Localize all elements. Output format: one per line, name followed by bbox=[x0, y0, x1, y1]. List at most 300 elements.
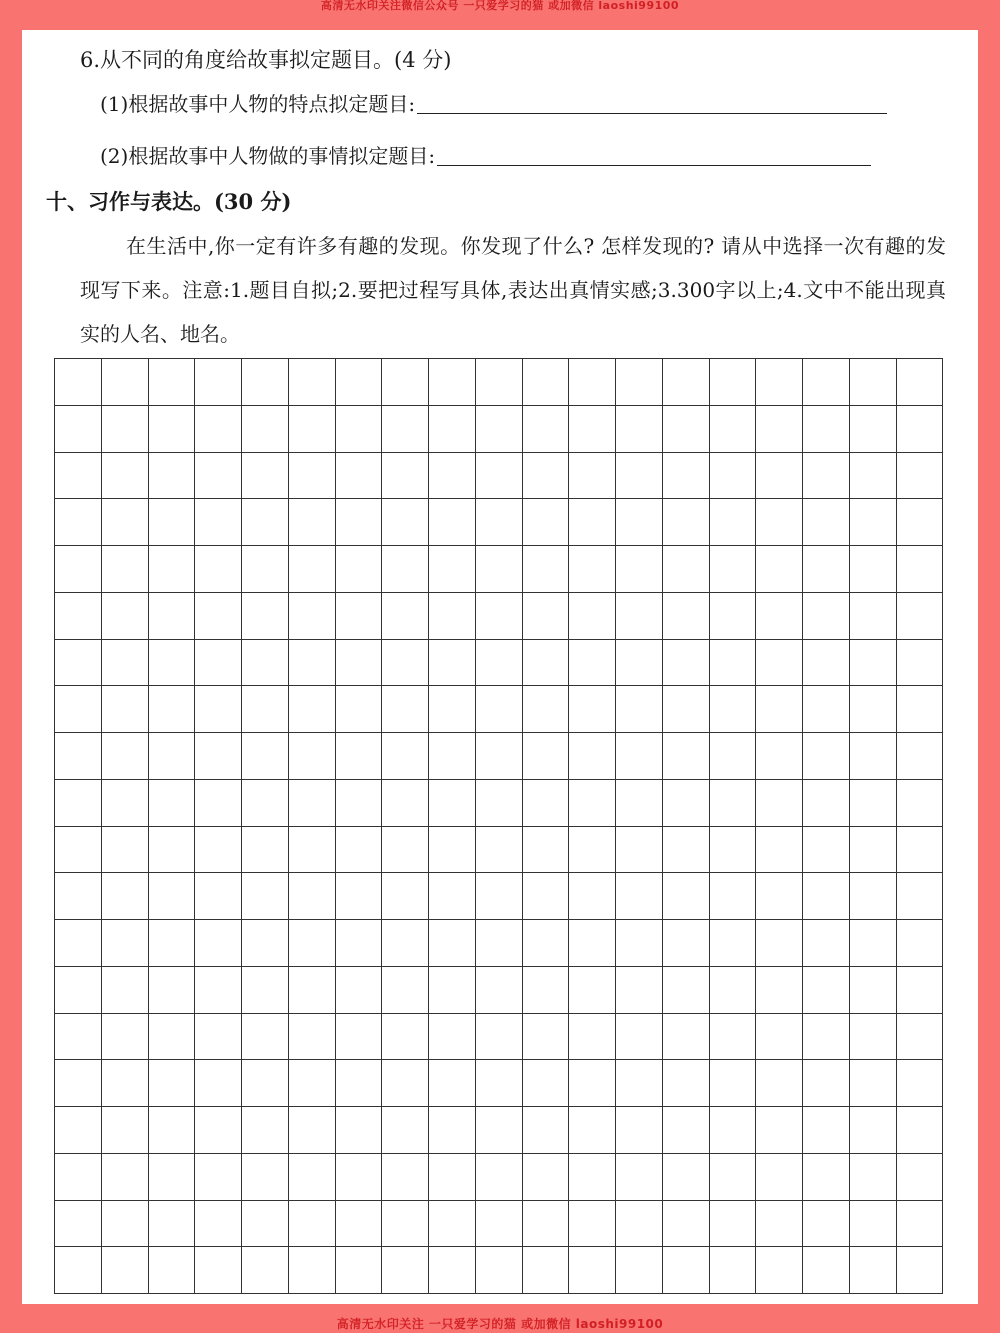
grid-cell[interactable] bbox=[710, 1247, 757, 1294]
grid-cell[interactable] bbox=[382, 686, 429, 733]
grid-cell[interactable] bbox=[429, 1247, 476, 1294]
grid-cell[interactable] bbox=[242, 1247, 289, 1294]
grid-cell[interactable] bbox=[569, 733, 616, 780]
grid-cell[interactable] bbox=[803, 499, 850, 546]
grid-cell[interactable] bbox=[803, 1201, 850, 1248]
grid-cell[interactable] bbox=[55, 733, 102, 780]
grid-cell[interactable] bbox=[569, 967, 616, 1014]
grid-cell[interactable] bbox=[289, 920, 336, 967]
grid-cell[interactable] bbox=[897, 499, 944, 546]
grid-cell[interactable] bbox=[336, 733, 383, 780]
grid-cell[interactable] bbox=[289, 1247, 336, 1294]
grid-cell[interactable] bbox=[149, 1154, 196, 1201]
grid-cell[interactable] bbox=[756, 780, 803, 827]
grid-cell[interactable] bbox=[663, 1247, 710, 1294]
grid-cell[interactable] bbox=[756, 1060, 803, 1107]
grid-cell[interactable] bbox=[382, 1014, 429, 1061]
grid-cell[interactable] bbox=[102, 499, 149, 546]
writing-grid[interactable] bbox=[54, 358, 943, 1294]
grid-cell[interactable] bbox=[850, 546, 897, 593]
grid-cell[interactable] bbox=[382, 1107, 429, 1154]
grid-cell[interactable] bbox=[382, 593, 429, 640]
grid-cell[interactable] bbox=[897, 640, 944, 687]
grid-cell[interactable] bbox=[149, 920, 196, 967]
grid-cell[interactable] bbox=[523, 593, 570, 640]
grid-cell[interactable] bbox=[803, 873, 850, 920]
grid-cell[interactable] bbox=[149, 546, 196, 593]
grid-cell[interactable] bbox=[242, 546, 289, 593]
grid-cell[interactable] bbox=[850, 873, 897, 920]
grid-cell[interactable] bbox=[149, 406, 196, 453]
grid-cell[interactable] bbox=[850, 1060, 897, 1107]
grid-cell[interactable] bbox=[242, 967, 289, 1014]
grid-cell[interactable] bbox=[523, 1201, 570, 1248]
grid-cell[interactable] bbox=[850, 640, 897, 687]
grid-cell[interactable] bbox=[242, 1060, 289, 1107]
grid-cell[interactable] bbox=[803, 920, 850, 967]
grid-cell[interactable] bbox=[476, 499, 523, 546]
grid-cell[interactable] bbox=[476, 780, 523, 827]
grid-cell[interactable] bbox=[195, 920, 242, 967]
grid-cell[interactable] bbox=[289, 827, 336, 874]
grid-cell[interactable] bbox=[523, 873, 570, 920]
grid-cell[interactable] bbox=[803, 359, 850, 406]
grid-cell[interactable] bbox=[569, 359, 616, 406]
grid-cell[interactable] bbox=[102, 1014, 149, 1061]
grid-cell[interactable] bbox=[897, 827, 944, 874]
grid-cell[interactable] bbox=[523, 780, 570, 827]
grid-cell[interactable] bbox=[102, 640, 149, 687]
grid-cell[interactable] bbox=[382, 1247, 429, 1294]
grid-cell[interactable] bbox=[569, 920, 616, 967]
grid-cell[interactable] bbox=[55, 1154, 102, 1201]
grid-cell[interactable] bbox=[149, 593, 196, 640]
grid-cell[interactable] bbox=[289, 453, 336, 500]
grid-cell[interactable] bbox=[289, 406, 336, 453]
grid-cell[interactable] bbox=[803, 827, 850, 874]
grid-cell[interactable] bbox=[336, 967, 383, 1014]
grid-cell[interactable] bbox=[803, 640, 850, 687]
grid-cell[interactable] bbox=[429, 873, 476, 920]
grid-cell[interactable] bbox=[756, 453, 803, 500]
grid-cell[interactable] bbox=[569, 406, 616, 453]
grid-cell[interactable] bbox=[710, 1014, 757, 1061]
grid-cell[interactable] bbox=[429, 967, 476, 1014]
grid-cell[interactable] bbox=[336, 640, 383, 687]
grid-cell[interactable] bbox=[850, 967, 897, 1014]
grid-cell[interactable] bbox=[102, 733, 149, 780]
grid-cell[interactable] bbox=[803, 406, 850, 453]
grid-cell[interactable] bbox=[710, 1201, 757, 1248]
grid-cell[interactable] bbox=[756, 1154, 803, 1201]
grid-cell[interactable] bbox=[710, 1060, 757, 1107]
grid-cell[interactable] bbox=[149, 967, 196, 1014]
grid-cell[interactable] bbox=[663, 593, 710, 640]
grid-cell[interactable] bbox=[663, 1107, 710, 1154]
grid-cell[interactable] bbox=[710, 593, 757, 640]
grid-cell[interactable] bbox=[476, 1201, 523, 1248]
grid-cell[interactable] bbox=[616, 1014, 663, 1061]
grid-cell[interactable] bbox=[569, 1107, 616, 1154]
grid-cell[interactable] bbox=[476, 1060, 523, 1107]
grid-cell[interactable] bbox=[616, 967, 663, 1014]
grid-cell[interactable] bbox=[756, 1107, 803, 1154]
grid-cell[interactable] bbox=[756, 686, 803, 733]
grid-cell[interactable] bbox=[710, 873, 757, 920]
grid-cell[interactable] bbox=[803, 967, 850, 1014]
grid-cell[interactable] bbox=[102, 873, 149, 920]
grid-cell[interactable] bbox=[756, 873, 803, 920]
grid-cell[interactable] bbox=[242, 780, 289, 827]
grid-cell[interactable] bbox=[897, 686, 944, 733]
grid-cell[interactable] bbox=[55, 780, 102, 827]
grid-cell[interactable] bbox=[476, 686, 523, 733]
grid-cell[interactable] bbox=[523, 733, 570, 780]
grid-cell[interactable] bbox=[336, 593, 383, 640]
grid-cell[interactable] bbox=[523, 1107, 570, 1154]
grid-cell[interactable] bbox=[756, 406, 803, 453]
grid-cell[interactable] bbox=[663, 873, 710, 920]
grid-cell[interactable] bbox=[803, 1107, 850, 1154]
grid-cell[interactable] bbox=[850, 827, 897, 874]
grid-cell[interactable] bbox=[710, 499, 757, 546]
grid-cell[interactable] bbox=[102, 827, 149, 874]
grid-cell[interactable] bbox=[242, 733, 289, 780]
grid-cell[interactable] bbox=[663, 920, 710, 967]
grid-cell[interactable] bbox=[429, 406, 476, 453]
grid-cell[interactable] bbox=[336, 1201, 383, 1248]
grid-cell[interactable] bbox=[803, 733, 850, 780]
part-1-answer-line[interactable] bbox=[417, 112, 887, 114]
grid-cell[interactable] bbox=[242, 406, 289, 453]
grid-cell[interactable] bbox=[289, 1107, 336, 1154]
grid-cell[interactable] bbox=[616, 1201, 663, 1248]
grid-cell[interactable] bbox=[523, 920, 570, 967]
grid-cell[interactable] bbox=[663, 499, 710, 546]
grid-cell[interactable] bbox=[756, 359, 803, 406]
grid-cell[interactable] bbox=[429, 827, 476, 874]
grid-cell[interactable] bbox=[429, 640, 476, 687]
grid-cell[interactable] bbox=[102, 1201, 149, 1248]
grid-cell[interactable] bbox=[569, 1154, 616, 1201]
grid-cell[interactable] bbox=[710, 406, 757, 453]
grid-cell[interactable] bbox=[850, 1247, 897, 1294]
grid-cell[interactable] bbox=[569, 780, 616, 827]
grid-cell[interactable] bbox=[616, 499, 663, 546]
grid-cell[interactable] bbox=[710, 967, 757, 1014]
grid-cell[interactable] bbox=[897, 1107, 944, 1154]
grid-cell[interactable] bbox=[756, 967, 803, 1014]
grid-cell[interactable] bbox=[429, 1201, 476, 1248]
grid-cell[interactable] bbox=[429, 1154, 476, 1201]
grid-cell[interactable] bbox=[55, 827, 102, 874]
grid-cell[interactable] bbox=[616, 1154, 663, 1201]
grid-cell[interactable] bbox=[55, 1014, 102, 1061]
grid-cell[interactable] bbox=[102, 920, 149, 967]
grid-cell[interactable] bbox=[569, 453, 616, 500]
grid-cell[interactable] bbox=[382, 640, 429, 687]
grid-cell[interactable] bbox=[616, 873, 663, 920]
grid-cell[interactable] bbox=[429, 546, 476, 593]
grid-cell[interactable] bbox=[102, 593, 149, 640]
grid-cell[interactable] bbox=[803, 686, 850, 733]
grid-cell[interactable] bbox=[336, 499, 383, 546]
grid-cell[interactable] bbox=[476, 967, 523, 1014]
grid-cell[interactable] bbox=[476, 593, 523, 640]
grid-cell[interactable] bbox=[803, 546, 850, 593]
grid-cell[interactable] bbox=[850, 1014, 897, 1061]
grid-cell[interactable] bbox=[242, 827, 289, 874]
grid-cell[interactable] bbox=[195, 686, 242, 733]
grid-cell[interactable] bbox=[850, 406, 897, 453]
grid-cell[interactable] bbox=[476, 920, 523, 967]
grid-cell[interactable] bbox=[616, 780, 663, 827]
grid-cell[interactable] bbox=[429, 780, 476, 827]
grid-cell[interactable] bbox=[336, 453, 383, 500]
grid-cell[interactable] bbox=[850, 780, 897, 827]
grid-cell[interactable] bbox=[336, 1107, 383, 1154]
grid-cell[interactable] bbox=[195, 640, 242, 687]
grid-cell[interactable] bbox=[616, 1060, 663, 1107]
grid-cell[interactable] bbox=[616, 640, 663, 687]
grid-cell[interactable] bbox=[523, 967, 570, 1014]
grid-cell[interactable] bbox=[102, 406, 149, 453]
grid-cell[interactable] bbox=[242, 453, 289, 500]
grid-cell[interactable] bbox=[429, 1107, 476, 1154]
grid-cell[interactable] bbox=[195, 1014, 242, 1061]
grid-cell[interactable] bbox=[195, 873, 242, 920]
grid-cell[interactable] bbox=[289, 593, 336, 640]
grid-cell[interactable] bbox=[195, 406, 242, 453]
grid-cell[interactable] bbox=[663, 733, 710, 780]
grid-cell[interactable] bbox=[382, 967, 429, 1014]
grid-cell[interactable] bbox=[55, 640, 102, 687]
grid-cell[interactable] bbox=[897, 873, 944, 920]
grid-cell[interactable] bbox=[663, 546, 710, 593]
grid-cell[interactable] bbox=[569, 686, 616, 733]
grid-cell[interactable] bbox=[149, 1107, 196, 1154]
grid-cell[interactable] bbox=[149, 686, 196, 733]
grid-cell[interactable] bbox=[382, 406, 429, 453]
grid-cell[interactable] bbox=[710, 920, 757, 967]
grid-cell[interactable] bbox=[663, 406, 710, 453]
grid-cell[interactable] bbox=[149, 1060, 196, 1107]
grid-cell[interactable] bbox=[195, 1154, 242, 1201]
grid-cell[interactable] bbox=[616, 686, 663, 733]
grid-cell[interactable] bbox=[569, 593, 616, 640]
grid-cell[interactable] bbox=[242, 920, 289, 967]
grid-cell[interactable] bbox=[476, 453, 523, 500]
grid-cell[interactable] bbox=[476, 1247, 523, 1294]
grid-cell[interactable] bbox=[897, 967, 944, 1014]
grid-cell[interactable] bbox=[195, 546, 242, 593]
grid-cell[interactable] bbox=[616, 733, 663, 780]
grid-cell[interactable] bbox=[710, 1154, 757, 1201]
grid-cell[interactable] bbox=[289, 359, 336, 406]
grid-cell[interactable] bbox=[476, 827, 523, 874]
grid-cell[interactable] bbox=[102, 359, 149, 406]
grid-cell[interactable] bbox=[195, 1107, 242, 1154]
grid-cell[interactable] bbox=[55, 546, 102, 593]
grid-cell[interactable] bbox=[382, 1154, 429, 1201]
grid-cell[interactable] bbox=[55, 499, 102, 546]
grid-cell[interactable] bbox=[476, 359, 523, 406]
grid-cell[interactable] bbox=[663, 640, 710, 687]
grid-cell[interactable] bbox=[523, 1014, 570, 1061]
grid-cell[interactable] bbox=[803, 1014, 850, 1061]
grid-cell[interactable] bbox=[55, 1247, 102, 1294]
grid-cell[interactable] bbox=[149, 1201, 196, 1248]
grid-cell[interactable] bbox=[195, 827, 242, 874]
grid-cell[interactable] bbox=[569, 873, 616, 920]
grid-cell[interactable] bbox=[710, 453, 757, 500]
grid-cell[interactable] bbox=[663, 1014, 710, 1061]
grid-cell[interactable] bbox=[336, 406, 383, 453]
grid-cell[interactable] bbox=[242, 1154, 289, 1201]
grid-cell[interactable] bbox=[897, 1247, 944, 1294]
grid-cell[interactable] bbox=[569, 1201, 616, 1248]
grid-cell[interactable] bbox=[569, 1247, 616, 1294]
grid-cell[interactable] bbox=[102, 1107, 149, 1154]
grid-cell[interactable] bbox=[195, 1060, 242, 1107]
grid-cell[interactable] bbox=[897, 920, 944, 967]
grid-cell[interactable] bbox=[663, 1060, 710, 1107]
grid-cell[interactable] bbox=[55, 1201, 102, 1248]
grid-cell[interactable] bbox=[897, 1154, 944, 1201]
grid-cell[interactable] bbox=[289, 546, 336, 593]
grid-cell[interactable] bbox=[382, 453, 429, 500]
grid-cell[interactable] bbox=[382, 1201, 429, 1248]
grid-cell[interactable] bbox=[476, 546, 523, 593]
grid-cell[interactable] bbox=[756, 593, 803, 640]
grid-cell[interactable] bbox=[663, 1201, 710, 1248]
grid-cell[interactable] bbox=[336, 827, 383, 874]
grid-cell[interactable] bbox=[195, 593, 242, 640]
grid-cell[interactable] bbox=[55, 406, 102, 453]
grid-cell[interactable] bbox=[897, 1014, 944, 1061]
grid-cell[interactable] bbox=[102, 1154, 149, 1201]
grid-cell[interactable] bbox=[149, 780, 196, 827]
grid-cell[interactable] bbox=[195, 1201, 242, 1248]
grid-cell[interactable] bbox=[382, 1060, 429, 1107]
grid-cell[interactable] bbox=[289, 640, 336, 687]
grid-cell[interactable] bbox=[382, 499, 429, 546]
grid-cell[interactable] bbox=[616, 827, 663, 874]
grid-cell[interactable] bbox=[803, 1060, 850, 1107]
grid-cell[interactable] bbox=[850, 920, 897, 967]
grid-cell[interactable] bbox=[289, 686, 336, 733]
grid-cell[interactable] bbox=[289, 780, 336, 827]
grid-cell[interactable] bbox=[149, 733, 196, 780]
grid-cell[interactable] bbox=[897, 406, 944, 453]
grid-cell[interactable] bbox=[429, 499, 476, 546]
grid-cell[interactable] bbox=[102, 546, 149, 593]
grid-cell[interactable] bbox=[850, 499, 897, 546]
grid-cell[interactable] bbox=[710, 733, 757, 780]
grid-cell[interactable] bbox=[756, 920, 803, 967]
grid-cell[interactable] bbox=[710, 359, 757, 406]
grid-cell[interactable] bbox=[569, 546, 616, 593]
grid-cell[interactable] bbox=[476, 873, 523, 920]
grid-cell[interactable] bbox=[242, 1201, 289, 1248]
grid-cell[interactable] bbox=[429, 686, 476, 733]
grid-cell[interactable] bbox=[569, 499, 616, 546]
grid-cell[interactable] bbox=[616, 546, 663, 593]
grid-cell[interactable] bbox=[616, 453, 663, 500]
grid-cell[interactable] bbox=[803, 1154, 850, 1201]
grid-cell[interactable] bbox=[710, 640, 757, 687]
grid-cell[interactable] bbox=[289, 499, 336, 546]
grid-cell[interactable] bbox=[616, 359, 663, 406]
grid-cell[interactable] bbox=[523, 406, 570, 453]
grid-cell[interactable] bbox=[336, 546, 383, 593]
grid-cell[interactable] bbox=[756, 546, 803, 593]
grid-cell[interactable] bbox=[756, 499, 803, 546]
grid-cell[interactable] bbox=[616, 1247, 663, 1294]
grid-cell[interactable] bbox=[523, 453, 570, 500]
grid-cell[interactable] bbox=[897, 593, 944, 640]
grid-cell[interactable] bbox=[55, 453, 102, 500]
grid-cell[interactable] bbox=[897, 1201, 944, 1248]
grid-cell[interactable] bbox=[523, 499, 570, 546]
grid-cell[interactable] bbox=[336, 873, 383, 920]
grid-cell[interactable] bbox=[523, 1060, 570, 1107]
grid-cell[interactable] bbox=[55, 1107, 102, 1154]
grid-cell[interactable] bbox=[195, 499, 242, 546]
grid-cell[interactable] bbox=[242, 499, 289, 546]
grid-cell[interactable] bbox=[663, 453, 710, 500]
grid-cell[interactable] bbox=[523, 686, 570, 733]
grid-cell[interactable] bbox=[523, 546, 570, 593]
grid-cell[interactable] bbox=[850, 1154, 897, 1201]
grid-cell[interactable] bbox=[102, 967, 149, 1014]
grid-cell[interactable] bbox=[476, 1014, 523, 1061]
grid-cell[interactable] bbox=[195, 780, 242, 827]
grid-cell[interactable] bbox=[149, 640, 196, 687]
grid-cell[interactable] bbox=[242, 686, 289, 733]
grid-cell[interactable] bbox=[242, 1107, 289, 1154]
grid-cell[interactable] bbox=[710, 780, 757, 827]
grid-cell[interactable] bbox=[710, 686, 757, 733]
grid-cell[interactable] bbox=[336, 1154, 383, 1201]
grid-cell[interactable] bbox=[523, 1154, 570, 1201]
grid-cell[interactable] bbox=[897, 733, 944, 780]
grid-cell[interactable] bbox=[382, 827, 429, 874]
grid-cell[interactable] bbox=[756, 1201, 803, 1248]
grid-cell[interactable] bbox=[663, 780, 710, 827]
grid-cell[interactable] bbox=[476, 640, 523, 687]
grid-cell[interactable] bbox=[897, 780, 944, 827]
grid-cell[interactable] bbox=[850, 686, 897, 733]
grid-cell[interactable] bbox=[55, 967, 102, 1014]
grid-cell[interactable] bbox=[429, 359, 476, 406]
grid-cell[interactable] bbox=[149, 873, 196, 920]
grid-cell[interactable] bbox=[663, 686, 710, 733]
grid-cell[interactable] bbox=[149, 499, 196, 546]
grid-cell[interactable] bbox=[336, 686, 383, 733]
grid-cell[interactable] bbox=[429, 1014, 476, 1061]
grid-cell[interactable] bbox=[382, 546, 429, 593]
grid-cell[interactable] bbox=[569, 640, 616, 687]
grid-cell[interactable] bbox=[242, 873, 289, 920]
grid-cell[interactable] bbox=[476, 1107, 523, 1154]
grid-cell[interactable] bbox=[289, 1014, 336, 1061]
grid-cell[interactable] bbox=[289, 1060, 336, 1107]
grid-cell[interactable] bbox=[569, 1014, 616, 1061]
grid-cell[interactable] bbox=[897, 359, 944, 406]
grid-cell[interactable] bbox=[710, 1107, 757, 1154]
grid-cell[interactable] bbox=[429, 733, 476, 780]
